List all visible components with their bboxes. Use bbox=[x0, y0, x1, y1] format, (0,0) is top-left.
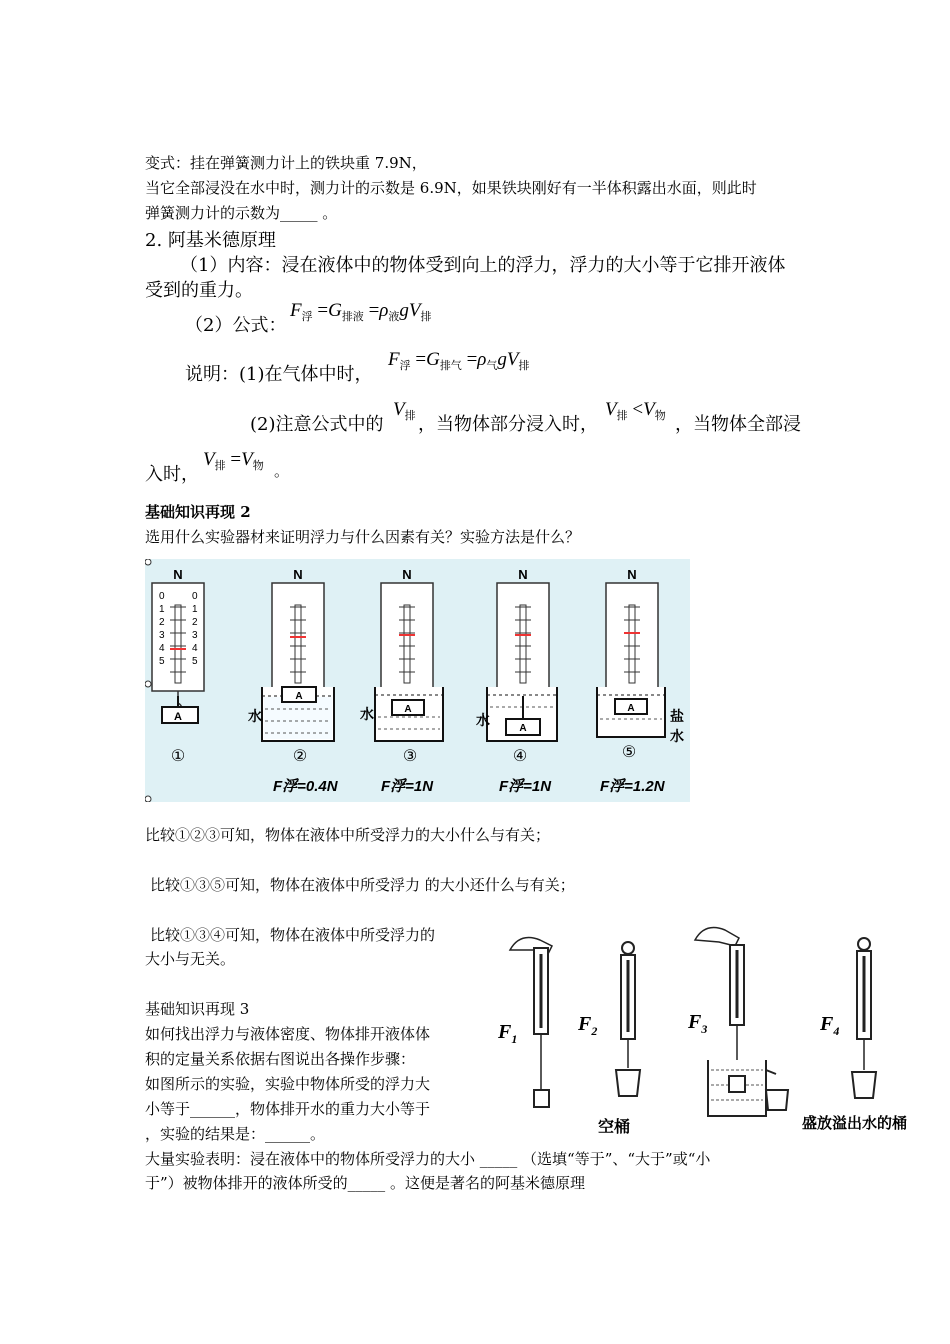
panel-number: ⑤ bbox=[621, 742, 637, 761]
water-label: 水 bbox=[360, 706, 374, 722]
scale-mark: 5 bbox=[159, 656, 165, 667]
compare-3-line-1: 比较①③④可知，物体在液体中所受浮力的 bbox=[150, 926, 436, 944]
scale-unit-label: N bbox=[293, 567, 303, 582]
step-f4 bbox=[802, 938, 907, 1132]
scale-mark: 0 bbox=[192, 591, 198, 602]
compare-2: 比较①③⑤可知，物体在液体中所受浮力 的大小还什么与有关； bbox=[150, 876, 575, 894]
variant-line-1: 变式：挂在弹簧测力计上的铁块重 7.9N， bbox=[145, 154, 427, 172]
salt-water-label: 盐 bbox=[670, 708, 684, 724]
f4-label: $F_4$ bbox=[820, 1013, 840, 1038]
formula-main: $F_浮 =G_{排液} =\rho_液gV_排$ bbox=[290, 300, 432, 323]
hand-icon bbox=[695, 928, 739, 946]
archimedes-content-line-1: （1）内容：浸在液体中的物体受到向上的浮力，浮力的大小等于它排开液体 bbox=[180, 255, 786, 276]
empty-bucket bbox=[616, 1070, 640, 1096]
filled-bucket bbox=[852, 1072, 876, 1098]
scale-mark: 2 bbox=[192, 617, 198, 628]
scale-unit-label: N bbox=[627, 567, 637, 582]
selection-handle[interactable] bbox=[145, 681, 151, 687]
note-label: 说明：(1)在气体中时， bbox=[185, 364, 373, 385]
note2-end: ，当物体全部浸 bbox=[675, 414, 801, 435]
f1-label: $F_1$ bbox=[498, 1021, 518, 1046]
section-3-line-4: 小等于______，物体排开水的重力大小等于 bbox=[145, 1100, 431, 1118]
buoyancy-value: F浮=0.4N bbox=[273, 778, 338, 795]
variant-line-2: 当它全部浸没在水中时，测力计的示数是 6.9N，如果铁块刚好有一半体积露出水面，则此时 bbox=[145, 179, 757, 197]
overflow-experiment-figure bbox=[490, 920, 950, 1142]
overflow-bucket-label: 盛放溢出水的桶 bbox=[802, 1114, 908, 1132]
note2-prefix: (2)注意公式中的 bbox=[250, 414, 384, 435]
block-label: A bbox=[174, 711, 182, 723]
salt-water-label: 水 bbox=[670, 728, 684, 744]
water-label: 水 bbox=[248, 708, 262, 724]
block-label: A bbox=[295, 691, 303, 702]
scale-mark: 4 bbox=[192, 643, 198, 654]
section-3-line-7: 于”）被物体排开的液体所受的_____ 。这便是著名的阿基米德原理 bbox=[145, 1174, 585, 1192]
panel-number: ③ bbox=[402, 746, 418, 765]
scale-mark: 3 bbox=[159, 630, 165, 641]
formula-gas: $F_浮 =G_{排气} =\rho_气gV_排$ bbox=[388, 349, 530, 372]
archimedes-heading: 2. 阿基米德原理 bbox=[145, 230, 276, 251]
panel-number: ① bbox=[170, 746, 186, 765]
section-3-line-5: ，实验的结果是：______。 bbox=[145, 1125, 326, 1143]
scale-unit-label: N bbox=[402, 567, 412, 582]
note3-prefix: 入时， bbox=[145, 464, 199, 485]
buoyancy-value: F浮=1.2N bbox=[600, 778, 665, 795]
section-3-line-2: 积的定量关系依据右图说出各操作步骤： bbox=[145, 1050, 416, 1068]
scale-mark: 1 bbox=[192, 604, 198, 615]
scale-mark: 5 bbox=[192, 656, 198, 667]
buoyancy-value: F浮=1N bbox=[499, 778, 552, 795]
archimedes-content-line-2: 受到的重力。 bbox=[145, 280, 253, 301]
spring-scale-figure bbox=[145, 559, 690, 802]
compare-1: 比较①②③可知，物体在液体中所受浮力的大小什么与有关； bbox=[145, 826, 551, 844]
scale-mark: 1 bbox=[159, 604, 165, 615]
scale-mark: 0 bbox=[159, 591, 165, 602]
compare-3-line-2: 大小与无关。 bbox=[145, 950, 236, 968]
note3-end: 。 bbox=[274, 462, 290, 480]
scale-mark: 2 bbox=[159, 617, 165, 628]
small-bucket bbox=[766, 1090, 788, 1110]
water-label: 水 bbox=[476, 712, 490, 728]
formula-full: $V_排 =V_物$ bbox=[203, 449, 264, 472]
selection-handle[interactable] bbox=[145, 559, 151, 565]
object-block bbox=[534, 1090, 549, 1107]
step-f3 bbox=[687, 928, 788, 1116]
scale-unit-label: N bbox=[173, 567, 183, 582]
scale-mark: 3 bbox=[192, 630, 198, 641]
formula-partial: $V_排 <V_物$ bbox=[605, 399, 666, 422]
block-label: A bbox=[404, 704, 412, 715]
scale-unit-label: N bbox=[518, 567, 528, 582]
f3-label: $F_3$ bbox=[688, 1011, 708, 1036]
scale-mark: 4 bbox=[159, 643, 165, 654]
section-2-title: 基础知识再现 2 bbox=[145, 503, 251, 521]
symbol-v-pai: $V_排$ bbox=[393, 399, 416, 422]
step-f2 bbox=[577, 942, 640, 1136]
section-3-title: 基础知识再现 3 bbox=[145, 1000, 250, 1018]
panel-number: ② bbox=[292, 746, 308, 765]
panel-number: ④ bbox=[512, 746, 528, 765]
section-2-question: 选用什么实验器材来证明浮力与什么因素有关？实验方法是什么？ bbox=[145, 528, 581, 546]
f2-label: $F_2$ bbox=[578, 1013, 598, 1038]
selection-handle[interactable] bbox=[145, 796, 151, 802]
section-3-line-1: 如何找出浮力与液体密度、物体排开液体体 bbox=[145, 1025, 431, 1043]
block-label: A bbox=[519, 723, 527, 734]
variant-line-3: 弹簧测力计的示数为_____ 。 bbox=[145, 204, 338, 222]
step-f1 bbox=[497, 938, 552, 1107]
note2-mid: ，当物体部分浸入时， bbox=[418, 414, 598, 435]
buoyancy-value: F浮=1N bbox=[381, 778, 434, 795]
section-3-line-6: 大量实验表明：浸在液体中的物体所受浮力的大小 _____ （选填“等于”、“大于”或“小 bbox=[145, 1150, 711, 1168]
empty-bucket-label: 空桶 bbox=[598, 1117, 631, 1136]
block-label: A bbox=[627, 703, 635, 714]
formula-label: （2）公式： bbox=[185, 315, 287, 336]
section-3-line-3: 如图所示的实验，实验中物体所受的浮力大 bbox=[145, 1075, 431, 1093]
